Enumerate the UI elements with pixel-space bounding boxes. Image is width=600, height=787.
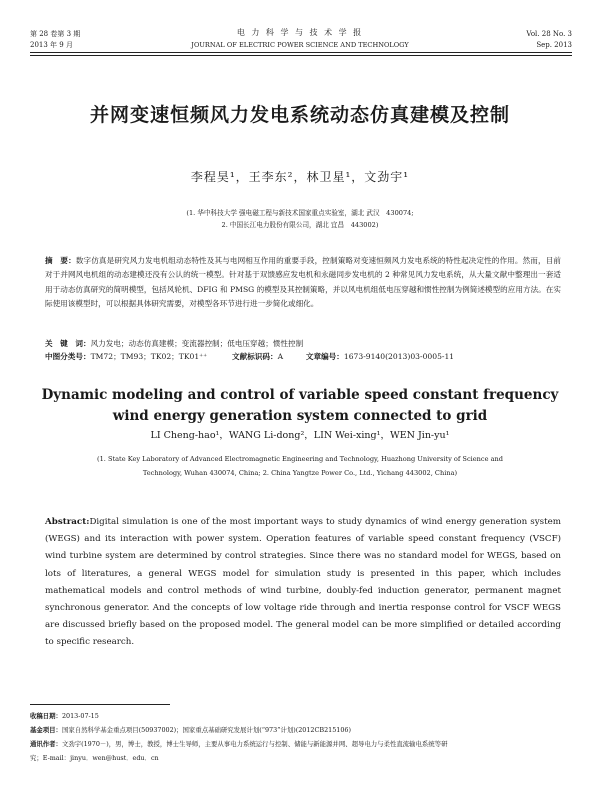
authors-cn: 李程昊¹，王李东²，林卫星¹，文劲宇¹ [190, 170, 410, 184]
clc-value: TM72；TM93；TK02；TK01⁺⁺ [90, 352, 208, 361]
doc-code-value: A [277, 352, 284, 361]
volume-issue-cn: 第 28 卷第 3 期 [30, 30, 81, 38]
abstract-cn-label: 摘 要： [45, 256, 76, 265]
footnote-fund [30, 723, 572, 737]
fund-text: 国家自然科学基金重点项目(50937002)；国家重点基础研究发展计划(“973”计划)(2012CB215106) [61, 726, 351, 734]
affiliation-en-1: (1. State Key Laboratory of Advanced Electromagnetic Engineering and Technology, Huazhong University of Science and [97, 455, 503, 463]
article-id-value: 1673-9140(2013)03-0005-11 [343, 352, 455, 361]
footnote-rule [30, 704, 170, 705]
keywords-cn-text: 风力发电；动态仿真建模；变流器控制；低电压穿越；惯性控制 [90, 339, 304, 348]
author-label: 通讯作者： [30, 740, 62, 748]
journal-name-cn: 电 力 科 学 与 技 术 学 报 [236, 28, 364, 37]
classification-line [45, 351, 561, 363]
keywords-cn-label: 关 键 词： [45, 339, 91, 348]
doc-code-label: 文献标识码： [232, 352, 278, 361]
abstract-en [45, 514, 561, 652]
footnote-received [30, 709, 572, 723]
date-en: Sep. 2013 [536, 41, 572, 49]
paper-title-cn: 并网变速恒频风力发电系统动态仿真建模及控制 [89, 104, 510, 126]
article-id-label: 文章编号： [305, 352, 344, 361]
received-date: 2013-07-15 [61, 712, 99, 720]
author-text: 文劲宇(1970－)，男，博士，教授，博士生导师，主要从事电力系统运行与控制、储能与新能源并网、超导电力与柔性直流输电系统等研 [61, 740, 448, 748]
journal-name-en: JOURNAL OF ELECTRIC POWER SCIENCE AND TECHNOLOGY [191, 41, 409, 49]
authors-en: LI Cheng-hao¹，WANG Li-dong²，LIN Wei-xing¹，WEN Jin-yu¹ [150, 430, 450, 441]
affiliation-en [60, 452, 540, 480]
affiliation-en-2: Technology, Wuhan 430074, China; 2. China Yangtze Power Co., Ltd., Yichang 443002, China) [142, 469, 458, 477]
header-rule-thin [30, 55, 572, 56]
affiliation-cn-2: 2. 中国长江电力股份有限公司，湖北 宜昌 443002) [221, 221, 379, 229]
received-label: 收稿日期： [30, 712, 62, 720]
footnotes [30, 709, 572, 765]
abstract-en-label: Abstract: [45, 517, 90, 527]
footnote-author [30, 737, 572, 751]
header-rule [30, 52, 572, 53]
paper-title-en-line-1: Dynamic modeling and control of variable speed constant frequency [41, 387, 559, 403]
fund-label: 基金项目： [30, 726, 62, 734]
footnote-email: 究；E-mail：jinyu．wen@hust．edu．cn [30, 754, 159, 762]
date-cn: 2013 年 9 月 [30, 41, 73, 49]
volume-issue-en: Vol. 28 No. 3 [526, 30, 572, 38]
clc-label: 中图分类号： [45, 352, 91, 361]
abstract-cn [45, 254, 561, 311]
affiliation-cn-1: (1. 华中科技大学 强电磁工程与新技术国家重点实验室，湖北 武汉 430074; [186, 209, 414, 217]
keywords-cn [45, 338, 561, 350]
abstract-cn-text: 数字仿真是研究风力发电机组动态特性及其与电网相互作用的重要手段，控制策略对变速恒频风力发电系统的特性起决定性的作用。然而，目前对于并网风电机组的动态建模还没有公认的统一模型。针对基于双馈感应发电机和永磁同步发电机的 2 种常见风力发电系统，从大量文献中整理出一套适用于动态仿真研究的简明模型，包括风轮机、DFIG 和 PMSG 的模型及其控制策略，并以风电机组低电压穿越和惯性控制为例简述模型的应用方法。在实际使用该模型时，可以根据具体研究需要，对模型各环节进行进一步简化或细化。 [45, 256, 561, 308]
paper-title-en-line-2: wind energy generation system connected to grid [112, 408, 488, 424]
abstract-en-text: Digital simulation is one of the most important ways to study dynamics of wind energy generation system (WEGS) and its interaction with power system. Operation features of variable speed constant frequency (VSCF) wind turbine system are determined by control strategies. Since there was no standard model for WEGS, based on lots of literatures, a general WEGS model for simulation study is presented in this paper, which includes mathematical models and control methods of wind turbine, doubly-fed induction generator, permanent magnet synchronous generator. And the concepts of low voltage ride through and inertia response control for VSCF WEGS are discussed briefly based on the proposed model. The general model can be more simplified or detailed according to specific research. [45, 517, 561, 648]
